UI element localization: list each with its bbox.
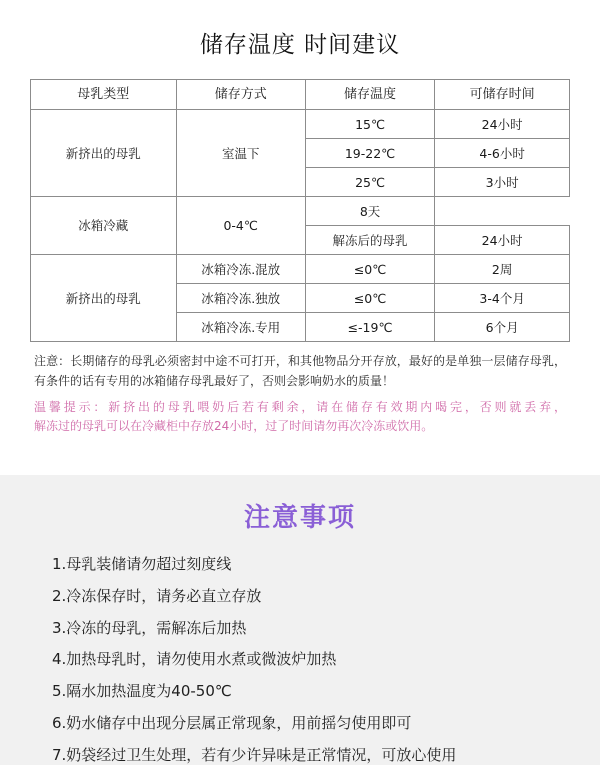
header-storage-method: 储存方式 bbox=[176, 80, 305, 110]
cell-storage-method: 冰箱冷冻.混放 bbox=[176, 255, 305, 284]
cell-storage-time: 3-4个月 bbox=[435, 284, 570, 313]
precautions-title: 注意事项 bbox=[0, 475, 600, 548]
cell-storage-temp: 0-4℃ bbox=[176, 197, 305, 255]
table-row bbox=[31, 110, 570, 139]
cell-storage-time: 4-6小时 bbox=[435, 139, 570, 168]
cell-storage-time: 8天 bbox=[305, 197, 434, 226]
page-title: 储存温度 时间建议 bbox=[0, 0, 600, 79]
storage-table bbox=[30, 79, 570, 342]
cell-storage-time: 24小时 bbox=[435, 226, 570, 255]
cell-storage-time: 3小时 bbox=[435, 168, 570, 197]
precautions-section bbox=[0, 475, 600, 765]
cell-storage-method: 冰箱冷冻.专用 bbox=[176, 313, 305, 342]
precautions-list bbox=[0, 548, 600, 766]
list-item: 7.奶袋经过卫生处理，若有少许异味是正常情况，可放心使用 bbox=[52, 745, 600, 766]
list-item: 4.加热母乳时，请勿使用水煮或微波炉加热 bbox=[52, 649, 600, 671]
cell-storage-method: 冰箱冷藏 bbox=[31, 197, 177, 255]
list-item: 1.母乳装储请勿超过刻度线 bbox=[52, 554, 600, 576]
list-item: 6.奶水储存中出现分层属正常现象，用前摇匀使用即可 bbox=[52, 713, 600, 735]
header-storage-time: 可储存时间 bbox=[435, 80, 570, 110]
list-item: 5.隔水加热温度为40-50℃ bbox=[52, 681, 600, 703]
list-item: 2.冷冻保存时，请务必直立存放 bbox=[52, 586, 600, 608]
cell-storage-method: 室温下 bbox=[176, 110, 305, 197]
note-warning: 注意：长期储存的母乳必须密封中途不可打开，和其他物品分开存放，最好的是单独一层储存母乳，有条件的话有专用的冰箱储存母乳最好了，否则会影响奶水的质量！ bbox=[34, 352, 566, 392]
cell-storage-temp: 25℃ bbox=[305, 168, 434, 197]
header-milk-type: 母乳类型 bbox=[31, 80, 177, 110]
cell-storage-time: 6个月 bbox=[435, 313, 570, 342]
note-tip bbox=[34, 398, 566, 438]
table-header-row bbox=[31, 80, 570, 110]
note-tip-line2: 解冻过的母乳可以在冷藏柜中存放24小时，过了时间请勿再次冷冻或饮用。 bbox=[34, 417, 433, 437]
cell-storage-temp: 19-22℃ bbox=[305, 139, 434, 168]
cell-storage-temp: ≤0℃ bbox=[305, 284, 434, 313]
cell-storage-temp: ≤-19℃ bbox=[305, 313, 434, 342]
cell-storage-temp: ≤0℃ bbox=[305, 255, 434, 284]
cell-milk-type: 解冻后的母乳 bbox=[305, 226, 434, 255]
header-storage-temp: 储存温度 bbox=[305, 80, 434, 110]
cell-storage-method: 冰箱冷冻.独放 bbox=[176, 284, 305, 313]
table-row bbox=[31, 255, 570, 284]
table-row bbox=[31, 197, 570, 226]
storage-table-wrap bbox=[0, 79, 600, 342]
cell-storage-time: 2周 bbox=[435, 255, 570, 284]
list-item: 3.冷冻的母乳，需解冻后加热 bbox=[52, 618, 600, 640]
cell-milk-type: 新挤出的母乳 bbox=[31, 255, 177, 342]
note-tip-line1: 温馨提示：新挤出的母乳喂奶后若有剩余，请在储存有效期内喝完，否则就丢弃， bbox=[34, 400, 566, 414]
cell-storage-temp: 15℃ bbox=[305, 110, 434, 139]
cell-milk-type: 新挤出的母乳 bbox=[31, 110, 177, 197]
cell-storage-time: 24小时 bbox=[435, 110, 570, 139]
